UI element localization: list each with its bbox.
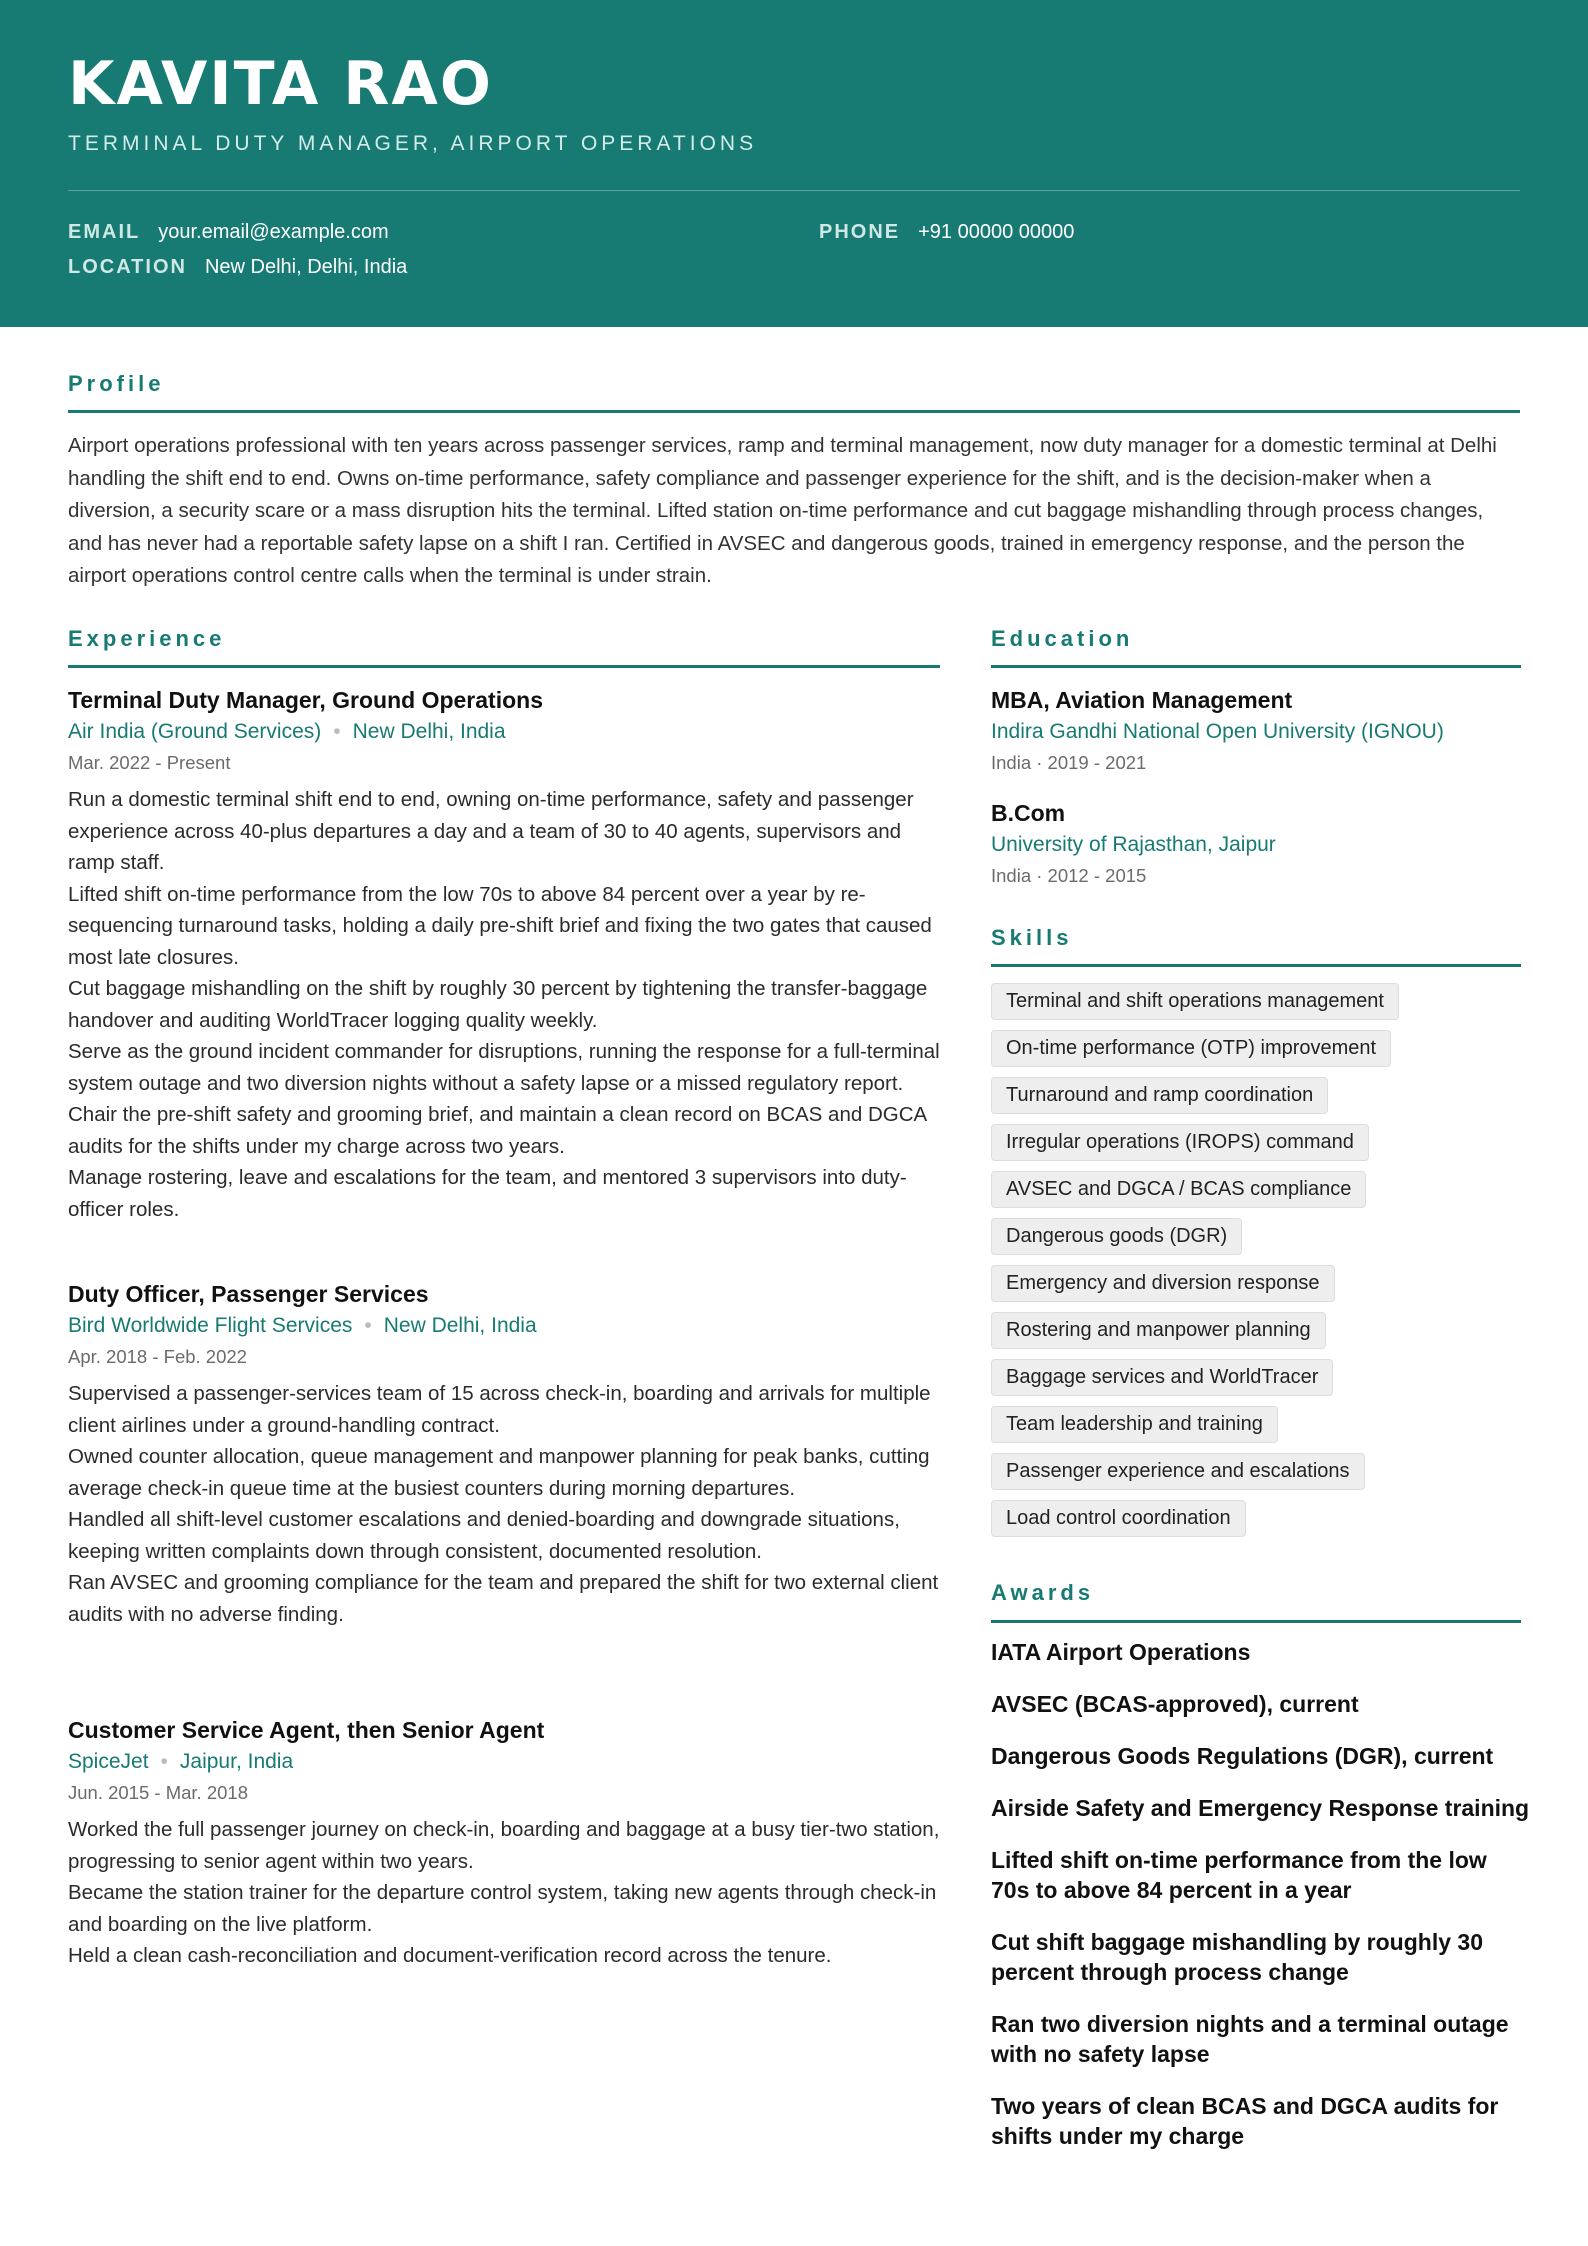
award-item: Cut shift baggage mishandling by roughly 30 percent through process change [991,1929,1483,1985]
skill-chip: Passenger experience and escalations [991,1453,1365,1490]
job-company: Air India (Ground Services) [68,720,322,743]
phone-value: +91 00000 00000 [918,221,1075,243]
skill-chip: Rostering and manpower planning [991,1312,1326,1349]
job-bullet: Supervised a passenger-services team of 15 across check-in, boarding and arrivals for multiple client airlines under a ground-handling contract. [68,1382,931,1437]
profile-summary: Airport operations professional with ten years across passenger services, ramp and terminal management, now duty manager for a domestic terminal at Delhi handling the shift end to end. Owns on-time performance, safety compliance and passenger experience for the shift, and is the decision-maker when a diversion, a security scare or a mass disruption hits the terminal. Lifted station on-time performance and cut baggage mishandling through process changes, and has never had a reportable safety lapse on a shift I ran. Certified in AVSEC and dangerous goods, trained in emergency response, and the person the airport operations control centre calls when the terminal is under strain. [68,434,1497,587]
skill-chip: Dangerous goods (DGR) [991,1218,1242,1255]
skill-chip: AVSEC and DGCA / BCAS compliance [991,1171,1366,1208]
job-dates: Mar. 2022 - Present [68,752,231,773]
contact-location [68,254,407,280]
job-employer [68,1746,940,1778]
skills-heading: Skills [991,925,1073,950]
education-meta: India · 2019 - 2021 [991,752,1147,773]
awards-heading: Awards [991,1580,1095,1605]
job-bullet: Ran AVSEC and grooming compliance for the team and prepared the shift for two external client audits with no adverse finding. [68,1571,939,1626]
job-location: Jaipur, India [179,1750,294,1773]
education-school: Indira Gandhi National Open University (IGNOU) [991,720,1444,743]
award-item: Lifted shift on-time performance from the low 70s to above 84 percent in a year [991,1847,1487,1903]
job-bullets [68,784,940,1225]
skill-chip: Baggage services and WorldTracer [991,1359,1333,1396]
phone-label: PHONE [819,221,901,243]
contact-email [68,219,389,245]
job-bullets [68,1814,940,1972]
award-item: Two years of clean BCAS and DGCA audits for shifts under my charge [991,2093,1499,2149]
job-company: SpiceJet [68,1750,149,1773]
job-dates: Jun. 2015 - Mar. 2018 [68,1782,248,1803]
job-bullet: Handled all shift-level customer escalations and denied-boarding and downgrade situations, keeping written complaints down through consistent, documented resolution. [68,1508,900,1563]
skills-rule [991,964,1521,967]
award-item: Ran two diversion nights and a terminal outage with no safety lapse [991,2011,1509,2067]
job-entry [68,1278,940,1630]
experience-heading: Experience [68,626,226,651]
job-dates: Apr. 2018 - Feb. 2022 [68,1346,247,1367]
awards-rule [991,1620,1521,1623]
email-value: your.email@example.com [158,221,389,243]
job-entry [68,684,940,1225]
job-entry [68,1714,940,1972]
job-location: New Delhi, India [383,1314,537,1337]
job-bullet: Manage rostering, leave and escalations for the team, and mentored 3 supervisors into duty-officer roles. [68,1166,907,1221]
skill-chip: Terminal and shift operations management [991,983,1399,1020]
education-school: University of Rajasthan, Jaipur [991,833,1276,856]
awards-list [991,1637,1531,2173]
resume-header [0,0,1588,327]
job-location: New Delhi, India [352,720,506,743]
job-bullets [68,1378,940,1630]
skill-chip: Turnaround and ramp coordination [991,1077,1328,1114]
job-bullet: Run a domestic terminal shift end to end, owning on-time performance, safety and passenger experience across 40-plus departures a day and a team of 30 to 40 agents, supervisors and ramp staff. [68,788,914,874]
award-item: AVSEC (BCAS-approved), current [991,1691,1359,1717]
skill-chip: On-time performance (OTP) improvement [991,1030,1391,1067]
job-bullet: Worked the full passenger journey on check-in, boarding and baggage at a busy tier-two station, progressing to senior agent within two years. [68,1818,940,1873]
education-degree: B.Com [991,800,1066,826]
skills-list [991,983,1531,1547]
job-employer [68,716,940,748]
education-rule [991,665,1521,668]
job-employer [68,1310,940,1342]
job-bullet: Became the station trainer for the departure control system, taking new agents through check-in and boarding on the live platform. [68,1881,937,1936]
location-label: LOCATION [68,256,187,278]
separator-dot: • [160,1750,168,1773]
skill-chip: Emergency and diversion response [991,1265,1335,1302]
job-title: Terminal Duty Manager, Ground Operations [68,687,543,713]
job-bullet: Cut baggage mishandling on the shift by roughly 30 percent by tightening the transfer-baggage handover and auditing WorldTracer logging quality weekly. [68,977,928,1032]
candidate-name: KAVITA RAO [68,49,493,119]
award-item: Airside Safety and Emergency Response training [991,1795,1530,1821]
education-entry [991,797,1521,891]
job-bullet: Lifted shift on-time performance from the low 70s to above 84 percent over a year by re-sequencing turnaround tasks, holding a daily pre-shift brief and fixing the two gates that caused most late closures. [68,882,932,969]
profile-rule [68,410,1520,413]
job-company: Bird Worldwide Flight Services [68,1314,353,1337]
award-item: IATA Airport Operations [991,1639,1251,1665]
contact-phone [819,219,1074,245]
experience-rule [68,665,940,668]
job-bullet: Held a clean cash-reconciliation and document-verification record across the tenure. [68,1944,832,1967]
education-degree: MBA, Aviation Management [991,687,1293,713]
skill-chip: Load control coordination [991,1500,1246,1537]
education-entry [991,684,1521,778]
header-divider [68,190,1520,191]
location-value: New Delhi, Delhi, India [204,256,408,278]
email-label: EMAIL [68,221,141,243]
job-title: Customer Service Agent, then Senior Agent [68,1717,545,1743]
job-bullet: Chair the pre-shift safety and grooming brief, and maintain a clean record on BCAS and DGCA audits for the shifts under my charge across two years. [68,1103,927,1158]
education-meta: India · 2012 - 2015 [991,865,1147,886]
separator-dot: • [333,720,341,743]
job-bullet: Serve as the ground incident commander for disruptions, running the response for a full-terminal system outage and two diversion nights without a safety lapse or a missed regulatory report. [68,1040,940,1095]
skill-chip: Team leadership and training [991,1406,1278,1443]
job-title: Duty Officer, Passenger Services [68,1281,429,1307]
education-heading: Education [991,626,1134,651]
separator-dot: • [364,1314,372,1337]
job-bullet: Owned counter allocation, queue management and manpower planning for peak banks, cutting average check-in queue time at the busiest counters during morning departures. [68,1445,930,1500]
profile-heading: Profile [68,371,165,396]
award-item: Dangerous Goods Regulations (DGR), current [991,1743,1494,1769]
candidate-headline: TERMINAL DUTY MANAGER, AIRPORT OPERATIONS [68,132,758,155]
skill-chip: Irregular operations (IROPS) command [991,1124,1369,1161]
